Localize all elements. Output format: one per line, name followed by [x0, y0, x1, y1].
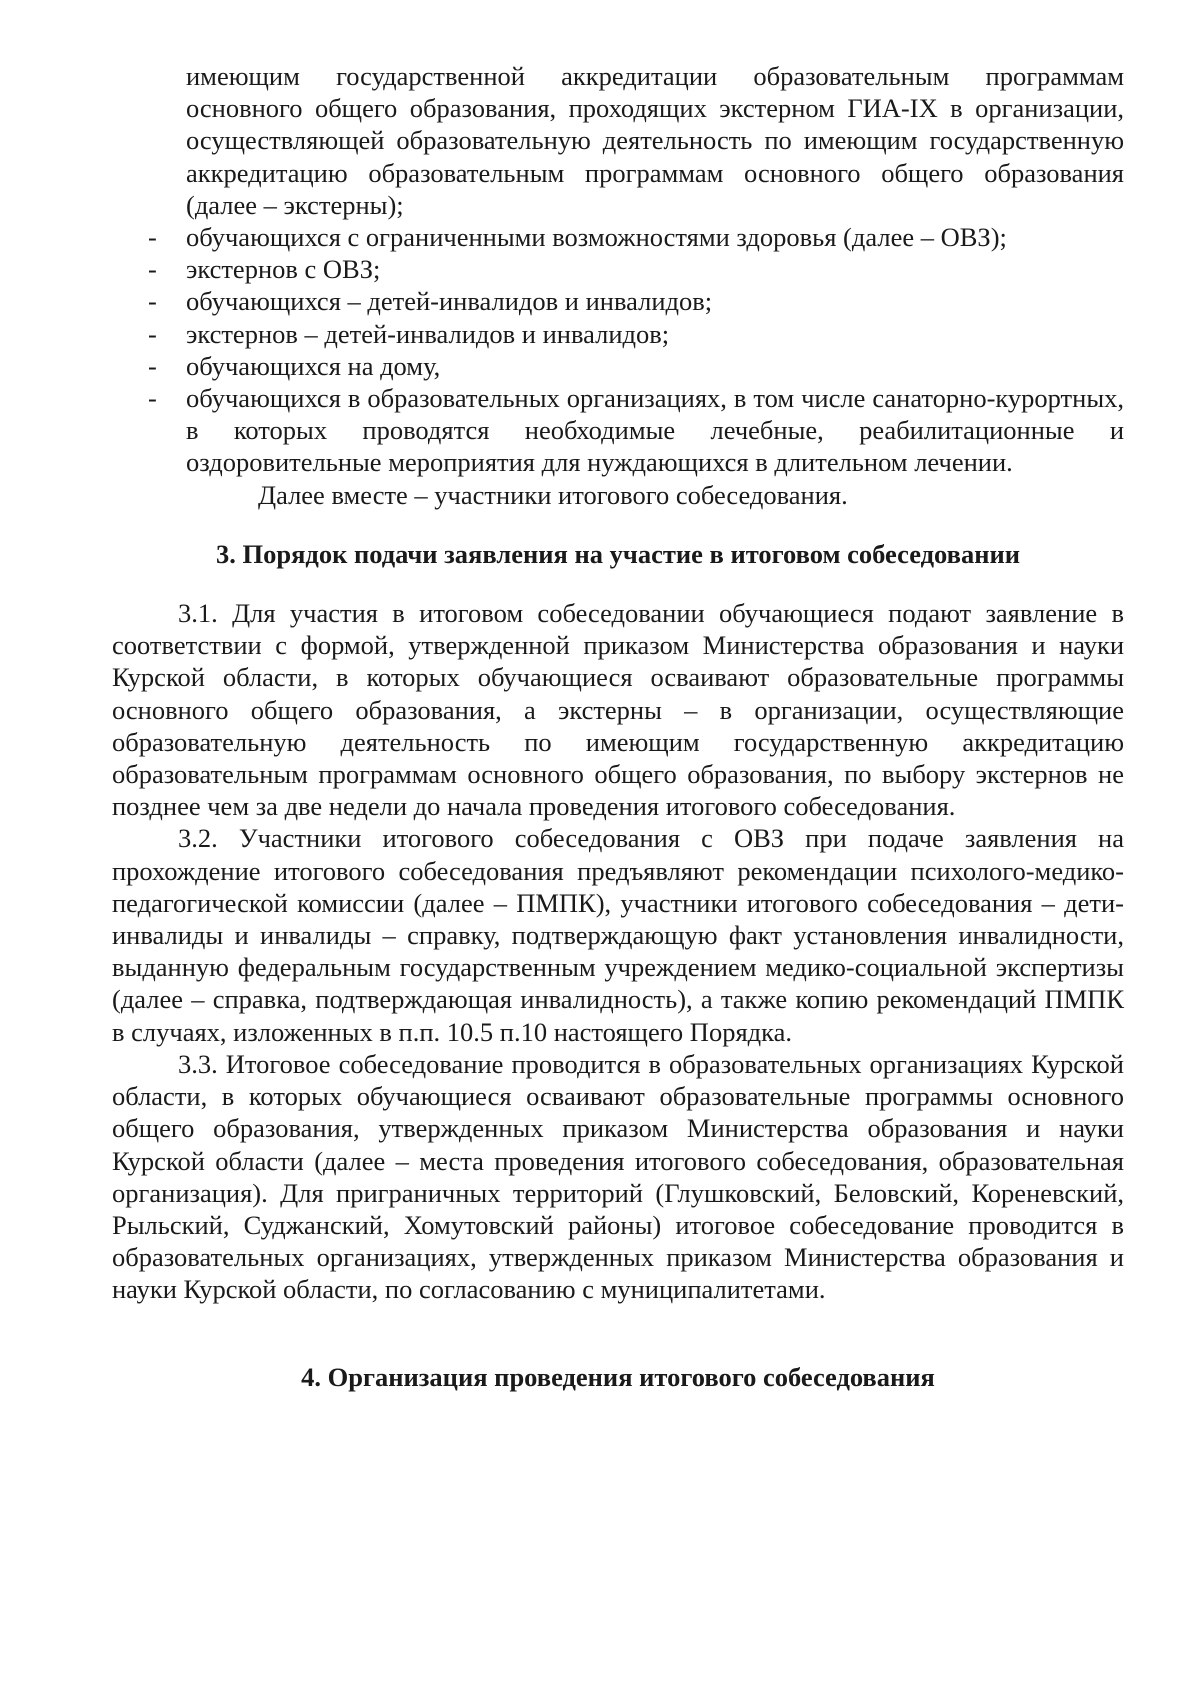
- dash-marker: -: [148, 286, 157, 317]
- document-body: [112, 60, 1124, 1393]
- section-3-heading: 3. Порядок подачи заявления на участие в итоговом собеседовании: [215, 538, 1021, 569]
- dash-marker: -: [148, 318, 157, 349]
- dash-marker: -: [148, 222, 157, 253]
- paragraph-3-3: 3.3. Итоговое собеседование проводится в образовательных организациях Курской области, в которых обучающиеся осваивают образовательные программы основного общего образования, утвержденных приказом Министерства образования и науки Курской области (далее – места проведения итогового собеседования, образовательная организация). Для приграничных территорий (Глушковский, Беловский, Кореневский, Рыльский, Суджанский, Хомутовский районы) итоговое собеседование проводится в образовательных организациях, утвержденных приказом Министерства образования и науки Курской области, по согласованию с муниципалитетами.: [112, 1048, 1124, 1305]
- participants-summary: Далее вместе – участники итогового собеседования.: [258, 479, 848, 510]
- dash-marker: -: [148, 383, 157, 414]
- section-4-heading: 4. Организация проведения итогового собеседования: [301, 1361, 935, 1392]
- list-item-text: обучающихся в образовательных организациях, в том числе санаторно-курортных, в которых проводятся необходимые лечебные, реабилитационные и оздоровительные мероприятия для нуждающихся в длительном лечении.: [186, 383, 1124, 478]
- list-item-text: обучающихся – детей-инвалидов и инвалидов;: [186, 286, 713, 317]
- list-item: [112, 253, 1124, 285]
- list-item: [112, 318, 1124, 350]
- list-item: [112, 221, 1124, 253]
- paragraph-3-1: 3.1. Для участия в итоговом собеседовании обучающиеся подают заявление в соответствии с формой, утвержденной приказом Министерства образования и науки Курской области, в которых обучающиеся осваивают образовательные программы основного общего образования, а экстерны – в организации, осуществляющие образовательную деятельность по имеющим государственную аккредитацию образовательным программам основного общего образования, по выбору экстернов не позднее чем за две недели до начала проведения итогового собеседования.: [112, 598, 1124, 822]
- list-item-text: экстернов – детей-инвалидов и инвалидов;: [186, 318, 670, 349]
- list-item-text: экстернов с ОВЗ;: [186, 254, 381, 285]
- dash-marker: -: [148, 254, 157, 285]
- dash-marker: -: [148, 350, 157, 381]
- list-item: [112, 382, 1124, 479]
- participants-list: [112, 221, 1124, 479]
- list-item: [112, 285, 1124, 317]
- list-item: [112, 350, 1124, 382]
- list-item-text: обучающихся на дому,: [186, 350, 441, 381]
- paragraph-3-2: 3.2. Участники итогового собеседования с ОВЗ при подаче заявления на прохождение итогового собеседования предъявляют рекомендации психолого-медико-педагогической комиссии (далее – ПМПК), участники итогового собеседования – дети-инвалиды и инвалиды – справку, подтверждающую факт установления инвалидности, выданную федеральным государственным учреждением медико-социальной экспертизы (далее – справка, подтверждающая инвалидность), а также копию рекомендаций ПМПК в случаях, изложенных в п.п. 10.5 п.10 настоящего Порядка.: [112, 823, 1124, 1047]
- list-item-text: обучающихся с ограниченными возможностями здоровья (далее – ОВЗ);: [186, 222, 1007, 253]
- continuation-paragraph: имеющим государственной аккредитации образовательным программам основного общего образования, проходящих экстерном ГИА-IX в организации, осуществляющей образовательную деятельность по имеющим государственную аккредитацию образовательным программам основного общего образования (далее – экстерны);: [186, 61, 1124, 220]
